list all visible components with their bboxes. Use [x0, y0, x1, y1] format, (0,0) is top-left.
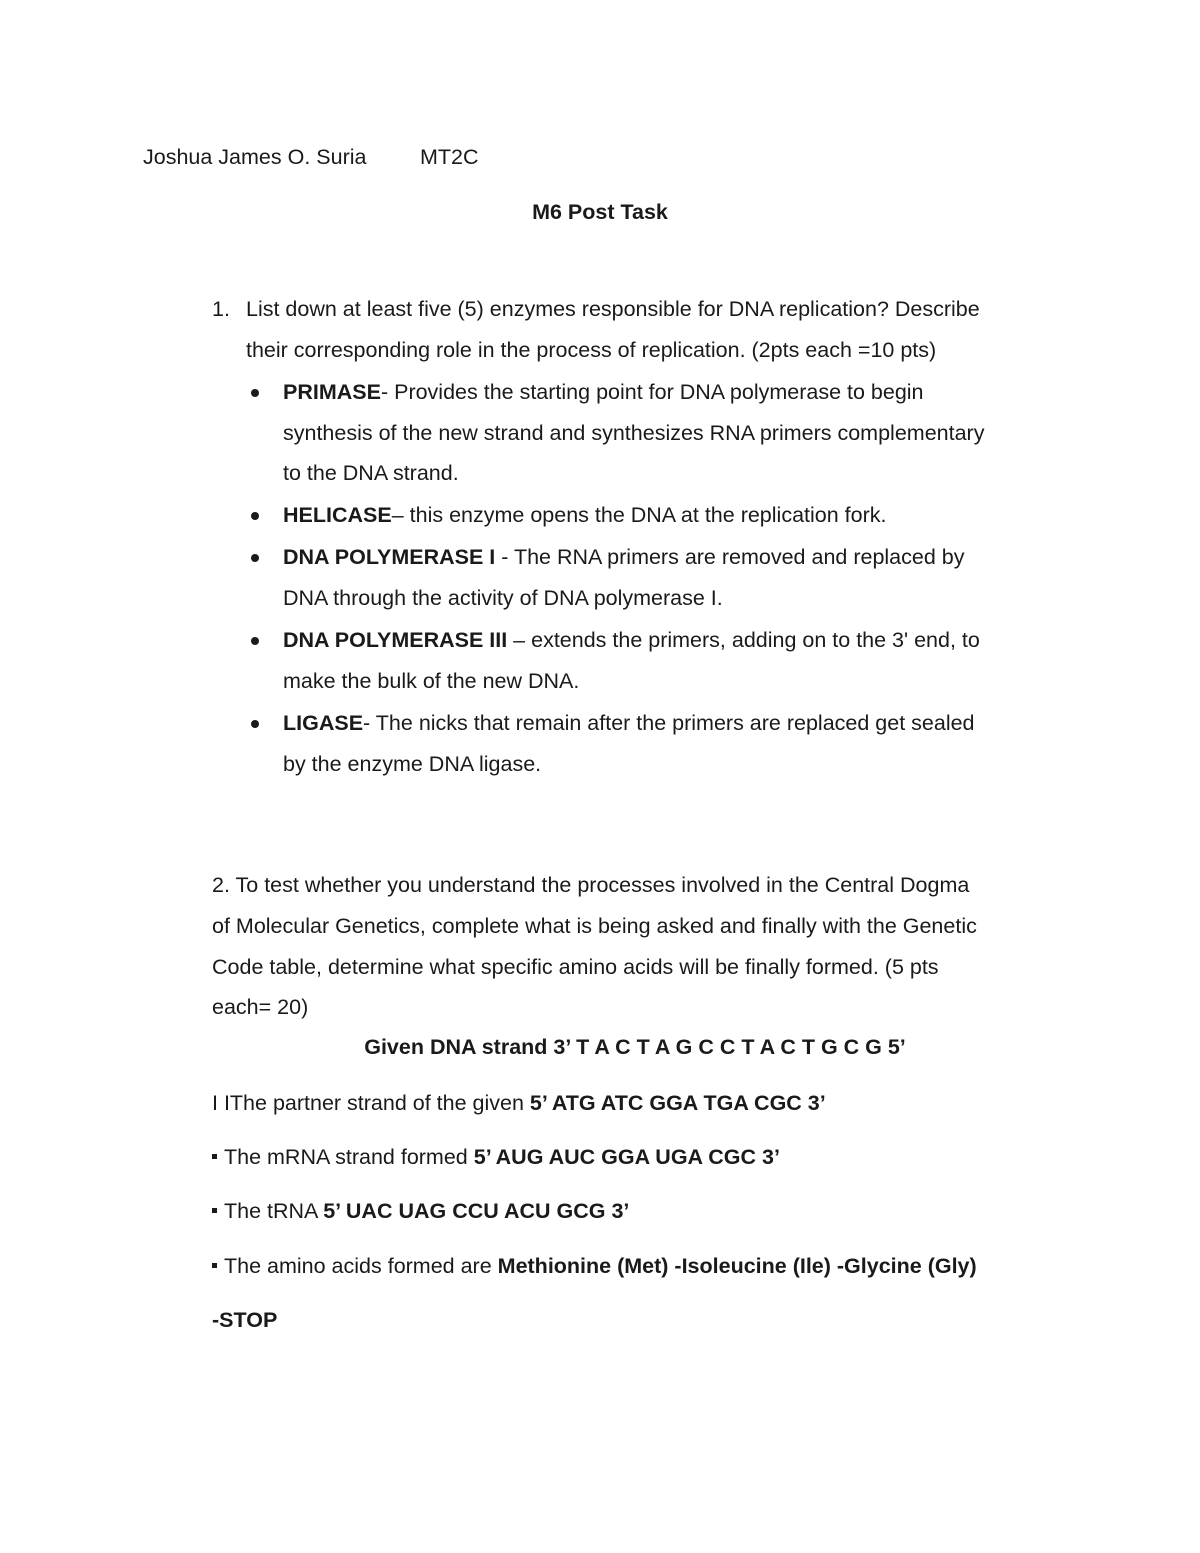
enzyme-term: PRIMASE	[283, 380, 381, 404]
square-bullet-icon	[212, 1154, 217, 1159]
answer-partner-strand	[212, 1093, 826, 1115]
question-2-text-line-2: of Molecular Genetics, complete what is being asked and finally with the Genetic	[212, 914, 977, 938]
enzyme-item-ligase-line-1	[283, 713, 975, 735]
student-name: Joshua James O. Suria	[143, 145, 367, 169]
enzyme-term: DNA POLYMERASE I	[283, 545, 496, 569]
answer-value: Methionine (Met) -Isoleucine (Ile) -Glycine (Gly)	[497, 1254, 977, 1278]
given-dna-strand: Given DNA strand 3’ T A C T A G C C T A C T G C G 5’	[364, 1035, 906, 1059]
question-2-text-line-4: each= 20)	[212, 995, 309, 1019]
enzyme-item-primase-line-3: to the DNA strand.	[283, 461, 459, 485]
answer-label: I IThe partner strand of the given	[212, 1091, 530, 1115]
enzyme-item-polymerase-3-line-2: make the bulk of the new DNA.	[283, 669, 580, 693]
question-2-text-line-3: Code table, determine what specific amino acids will be finally formed. (5 pts	[212, 955, 939, 979]
enzyme-term: DNA POLYMERASE III	[283, 628, 508, 652]
question-1-text-line-1: List down at least five (5) enzymes responsible for DNA replication? Describe	[246, 297, 980, 321]
answer-value: 5’ ATG ATC GGA TGA CGC 3’	[529, 1091, 826, 1115]
answer-label: The amino acids formed are	[224, 1254, 498, 1278]
enzyme-item-polymerase-1-line-1	[283, 547, 964, 569]
question-1-text-line-2: their corresponding role in the process of replication. (2pts each =10 pts)	[246, 338, 937, 362]
enzyme-description: - The nicks that remain after the primers are replaced get sealed	[363, 711, 975, 735]
page-title: M6 Post Task	[532, 200, 668, 224]
enzyme-description: – extends the primers, adding on to the 3' end, to	[507, 628, 980, 652]
enzyme-description: – this enzyme opens the DNA at the replication fork.	[391, 503, 887, 527]
bullet-icon	[251, 637, 259, 645]
bullet-icon	[251, 512, 259, 520]
enzyme-item-primase-line-1	[283, 382, 924, 404]
answer-label: The tRNA	[224, 1199, 324, 1223]
enzyme-item-polymerase-3-line-1	[283, 630, 980, 652]
enzyme-term: LIGASE	[283, 711, 364, 735]
enzyme-term: HELICASE	[283, 503, 392, 527]
answer-value: 5’ AUG AUC GGA UGA CGC 3’	[473, 1145, 780, 1169]
answer-value: 5’ UAC UAG CCU ACU GCG 3’	[323, 1199, 630, 1223]
square-bullet-icon	[212, 1208, 217, 1213]
answer-amino-acids-stop	[212, 1310, 277, 1332]
question-1-number: 1.	[212, 297, 230, 321]
enzyme-item-primase-line-2: synthesis of the new strand and synthesizes RNA primers complementary	[283, 421, 985, 445]
question-2-text-line-1: 2. To test whether you understand the processes involved in the Central Dogma	[212, 873, 970, 897]
bullet-icon	[251, 389, 259, 397]
enzyme-description: - Provides the starting point for DNA polymerase to begin	[380, 380, 924, 404]
enzyme-description: - The RNA primers are removed and replaced by	[495, 545, 965, 569]
answer-amino-acids	[212, 1256, 977, 1278]
enzyme-item-helicase-line-1	[283, 505, 886, 527]
answer-value: -STOP	[212, 1308, 278, 1332]
bullet-icon	[251, 720, 259, 728]
answer-label: The mRNA strand formed	[224, 1145, 474, 1169]
answer-mrna-strand	[212, 1147, 780, 1169]
student-section: MT2C	[420, 145, 479, 169]
square-bullet-icon	[212, 1263, 217, 1268]
enzyme-item-polymerase-1-line-2: DNA through the activity of DNA polymerase I.	[283, 586, 723, 610]
enzyme-item-ligase-line-2: by the enzyme DNA ligase.	[283, 752, 542, 776]
bullet-icon	[251, 554, 259, 562]
answer-trna	[212, 1201, 629, 1223]
